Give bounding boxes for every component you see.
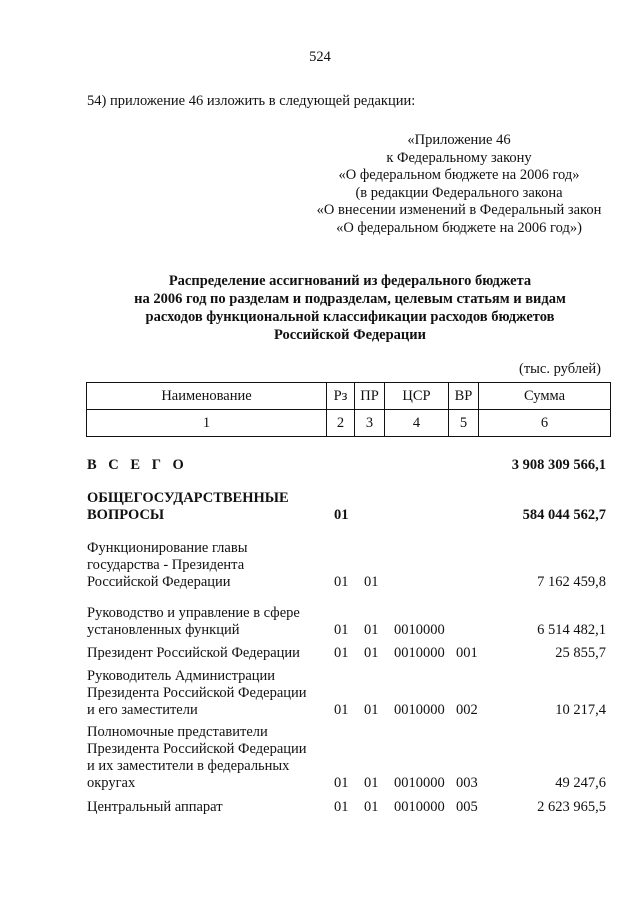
row-sum: 6 514 482,1 [537,622,606,638]
table-header [86,382,611,437]
header-vr: ВР [449,383,479,410]
header-pr: ПР [355,383,385,410]
column-number: 2 [327,410,355,437]
row-sum: 49 247,6 [555,775,606,791]
amendment-instruction: 54) приложение 46 изложить в следующей редакции: [87,93,416,109]
row-sum: 2 623 965,5 [537,799,606,815]
appendix-line: «Приложение 46 [407,132,511,148]
appendix-line: «О федеральном бюджете на 2006 год») [336,219,582,236]
row-sum: 25 855,7 [555,645,606,661]
row-pr: 01 [364,702,379,718]
header-sum: Сумма [479,383,611,410]
row-sum: 584 044 562,7 [522,507,606,523]
row-vr: 002 [456,702,478,718]
title-line: Российской Федерации [273,327,426,343]
row-sum: 10 217,4 [555,702,606,718]
column-number: 1 [87,410,327,437]
row-rz: 01 [334,574,349,590]
header-csr: ЦСР [385,383,449,410]
title-line: расходов функциональной классификации расходов бюджетов [145,309,555,325]
row-pr: 01 [364,622,379,638]
row-name: Центральный аппарат [87,799,223,815]
column-number: 4 [385,410,449,437]
row-name: Президент Российской Федерации [87,645,300,661]
row-rz: 01 [334,622,349,638]
document-title [80,272,620,344]
row-rz: 01 [334,645,349,661]
row-vr: 001 [456,645,478,661]
appendix-line: (в редакции Федерального закона [355,184,563,201]
header-rz: Рз [327,383,355,410]
units-note: (тыс. рублей) [519,361,601,377]
row-vr: 005 [456,799,478,815]
row-rz: 01 [334,702,349,718]
row-name: Руководство и управление в сфере установленных функций [87,605,300,638]
appendix-line: «О федеральном бюджете на 2006 год» [338,167,580,183]
column-number: 3 [355,410,385,437]
row-name: Функционирование главы государства - Президента Российской Федерации [87,540,248,590]
page-number: 524 [309,49,331,65]
row-pr: 01 [364,775,379,791]
row-vr: 003 [456,775,478,791]
row-pr: 01 [364,574,379,590]
column-number: 5 [449,410,479,437]
row-sum: 3 908 309 566,1 [511,457,606,473]
title-line: на 2006 год по разделам и подразделам, целевым статьям и видам [134,291,566,307]
appendix-line: «О внесении изменений в Федеральный закон [316,202,602,218]
row-name: Полномочные представители Президента Российской Федерации и их заместители в федеральных округах [87,724,307,791]
column-number-row [87,410,611,437]
row-name: В С Е Г О [87,457,188,473]
column-number: 6 [479,410,611,437]
header-row [87,383,611,410]
row-csr: 0010000 [394,799,445,815]
row-rz: 01 [334,775,349,791]
title-line: Распределение ассигнований из федерального бюджета [168,273,532,289]
row-rz: 01 [334,799,349,815]
row-csr: 0010000 [394,645,445,661]
row-csr: 0010000 [394,702,445,718]
row-csr: 0010000 [394,775,445,791]
row-pr: 01 [364,645,379,661]
row-rz: 01 [334,507,349,523]
row-sum: 7 162 459,8 [537,574,606,590]
row-pr: 01 [364,799,379,815]
row-csr: 0010000 [394,622,445,638]
appendix-heading [304,132,614,237]
row-name: ОБЩЕГОСУДАРСТВЕННЫЕ ВОПРОСЫ [87,490,289,523]
header-name: Наименование [87,383,327,410]
row-name: Руководитель Администрации Президента Российской Федерации и его заместители [87,668,307,718]
appendix-line: к Федеральному закону [386,149,532,166]
